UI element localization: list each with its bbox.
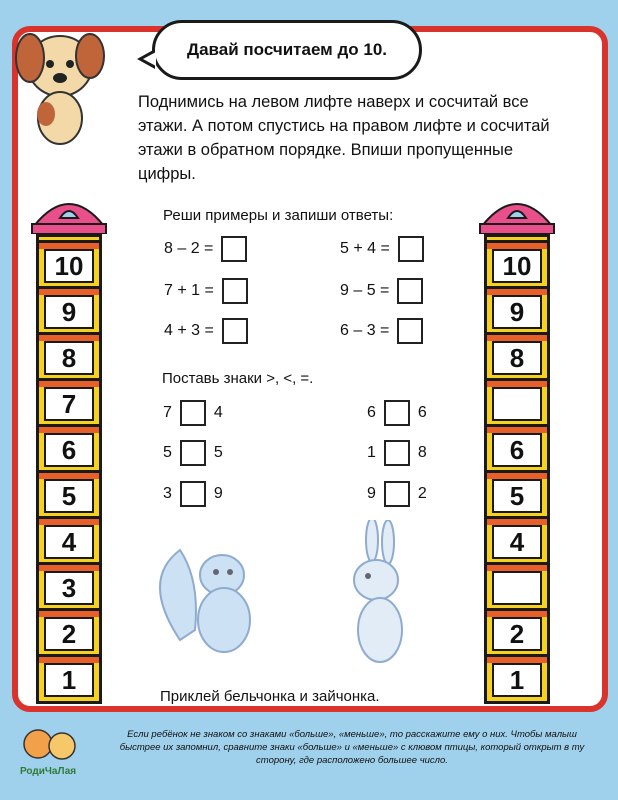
compare-number: 6: [417, 404, 427, 421]
right-floor-number: 10: [492, 249, 542, 283]
speech-bubble: [152, 20, 422, 80]
sign-box[interactable]: [180, 400, 206, 426]
left-floor-number: 7: [44, 387, 94, 421]
math-expression: 8 – 2 =: [164, 240, 214, 257]
math-row: [164, 236, 247, 262]
publisher-logo: [16, 726, 86, 778]
compare-task-title: Поставь знаки >, <, =.: [162, 370, 314, 387]
answer-box[interactable]: [221, 236, 247, 262]
right-floor: [487, 608, 547, 654]
sign-box[interactable]: [180, 440, 206, 466]
left-floor: [39, 424, 99, 470]
right-floor: [487, 286, 547, 332]
compare-row: [367, 400, 427, 426]
answer-box[interactable]: [222, 318, 248, 344]
right-floor: [487, 240, 547, 286]
left-floor: [39, 286, 99, 332]
math-expression: 4 + 3 =: [164, 322, 214, 339]
sign-box[interactable]: [384, 440, 410, 466]
squirrel-and-rabbit-illustration: [140, 520, 460, 690]
answer-box[interactable]: [398, 236, 424, 262]
compare-number: 6: [367, 404, 376, 421]
right-floor-number[interactable]: [492, 387, 542, 421]
parent-note: Если ребёнок не знаком со знаками «больше», «меньше», то расскажите ему о них. Чтобы малыш быстрее их запомнил, сравните знаки «больше» и «меньше» с клювом птицы, который открыт в ту сторону, где расположено большее число.: [119, 729, 585, 766]
math-row: [340, 236, 424, 262]
sticker-caption: Приклей бельчонка и зайчонка.: [160, 688, 380, 705]
compare-row: [163, 440, 223, 466]
left-floor-number: 1: [44, 663, 94, 697]
left-floor: [39, 516, 99, 562]
answer-box[interactable]: [397, 278, 423, 304]
compare-row: [163, 481, 223, 507]
rabbit-icon: [354, 520, 402, 662]
left-floor-number: 6: [44, 433, 94, 467]
right-floor-number: 6: [492, 433, 542, 467]
compare-number: 3: [163, 485, 172, 502]
dog-mascot-illustration: [2, 6, 122, 156]
right-floor-number[interactable]: [492, 571, 542, 605]
left-floor: [39, 562, 99, 608]
compare-number: 9: [213, 485, 223, 502]
left-floor-number: 9: [44, 295, 94, 329]
math-expression: 6 – 3 =: [340, 322, 390, 339]
compare-number: 5: [213, 444, 223, 461]
right-floor: [487, 516, 547, 562]
math-expression: 9 – 5 =: [340, 282, 390, 299]
answer-box[interactable]: [397, 318, 423, 344]
sign-box[interactable]: [384, 481, 410, 507]
right-tower-roof: [478, 188, 556, 234]
left-floor-number: 4: [44, 525, 94, 559]
math-row: [340, 318, 423, 344]
compare-number: 8: [417, 444, 427, 461]
right-floor-number: 9: [492, 295, 542, 329]
left-floor-number: 10: [44, 249, 94, 283]
math-row: [164, 278, 248, 304]
compare-row: [367, 440, 427, 466]
compare-number: 5: [163, 444, 172, 461]
compare-number: 4: [213, 404, 223, 421]
squirrel-icon: [160, 550, 250, 652]
right-floor: [487, 562, 547, 608]
compare-number: 1: [367, 444, 376, 461]
svg-text:РодиЧаЛая: РодиЧаЛая: [20, 766, 77, 777]
math-task-title: Реши примеры и запиши ответы:: [163, 207, 394, 224]
sign-box[interactable]: [180, 481, 206, 507]
right-elevator-tower: [478, 188, 556, 708]
right-floor-number: 8: [492, 341, 542, 375]
left-floor: [39, 470, 99, 516]
math-row: [164, 318, 248, 344]
math-expression: 5 + 4 =: [340, 240, 390, 257]
math-expression: 7 + 1 =: [164, 282, 214, 299]
right-floor: [487, 424, 547, 470]
left-elevator-tower: [30, 188, 108, 708]
compare-row: [163, 400, 223, 426]
right-floor-number: 5: [492, 479, 542, 513]
right-floor: [487, 654, 547, 700]
left-floor-number: 5: [44, 479, 94, 513]
left-floor-number: 8: [44, 341, 94, 375]
math-row: [340, 278, 423, 304]
compare-number: 7: [163, 404, 172, 421]
compare-number: 9: [367, 485, 376, 502]
right-floor: [487, 470, 547, 516]
right-floor-number: 2: [492, 617, 542, 651]
left-tower-roof: [30, 188, 108, 234]
right-floor-number: 4: [492, 525, 542, 559]
left-floor: [39, 378, 99, 424]
left-floor-number: 3: [44, 571, 94, 605]
left-floor: [39, 608, 99, 654]
left-floor-number: 2: [44, 617, 94, 651]
compare-row: [367, 481, 427, 507]
right-floor: [487, 378, 547, 424]
right-floor: [487, 332, 547, 378]
left-floor: [39, 654, 99, 700]
compare-number: 2: [417, 485, 427, 502]
left-floor: [39, 240, 99, 286]
sign-box[interactable]: [384, 400, 410, 426]
bubble-title: Давай посчитаем до 10.: [186, 40, 388, 59]
right-floor-number: 1: [492, 663, 542, 697]
instruction-text: Поднимись на левом лифте наверх и сосчитай все этажи. А потом спустись на правом лифте и сосчитай этажи в обратном порядке. Впиши пропущенные цифры.: [138, 93, 550, 183]
answer-box[interactable]: [222, 278, 248, 304]
left-floor: [39, 332, 99, 378]
